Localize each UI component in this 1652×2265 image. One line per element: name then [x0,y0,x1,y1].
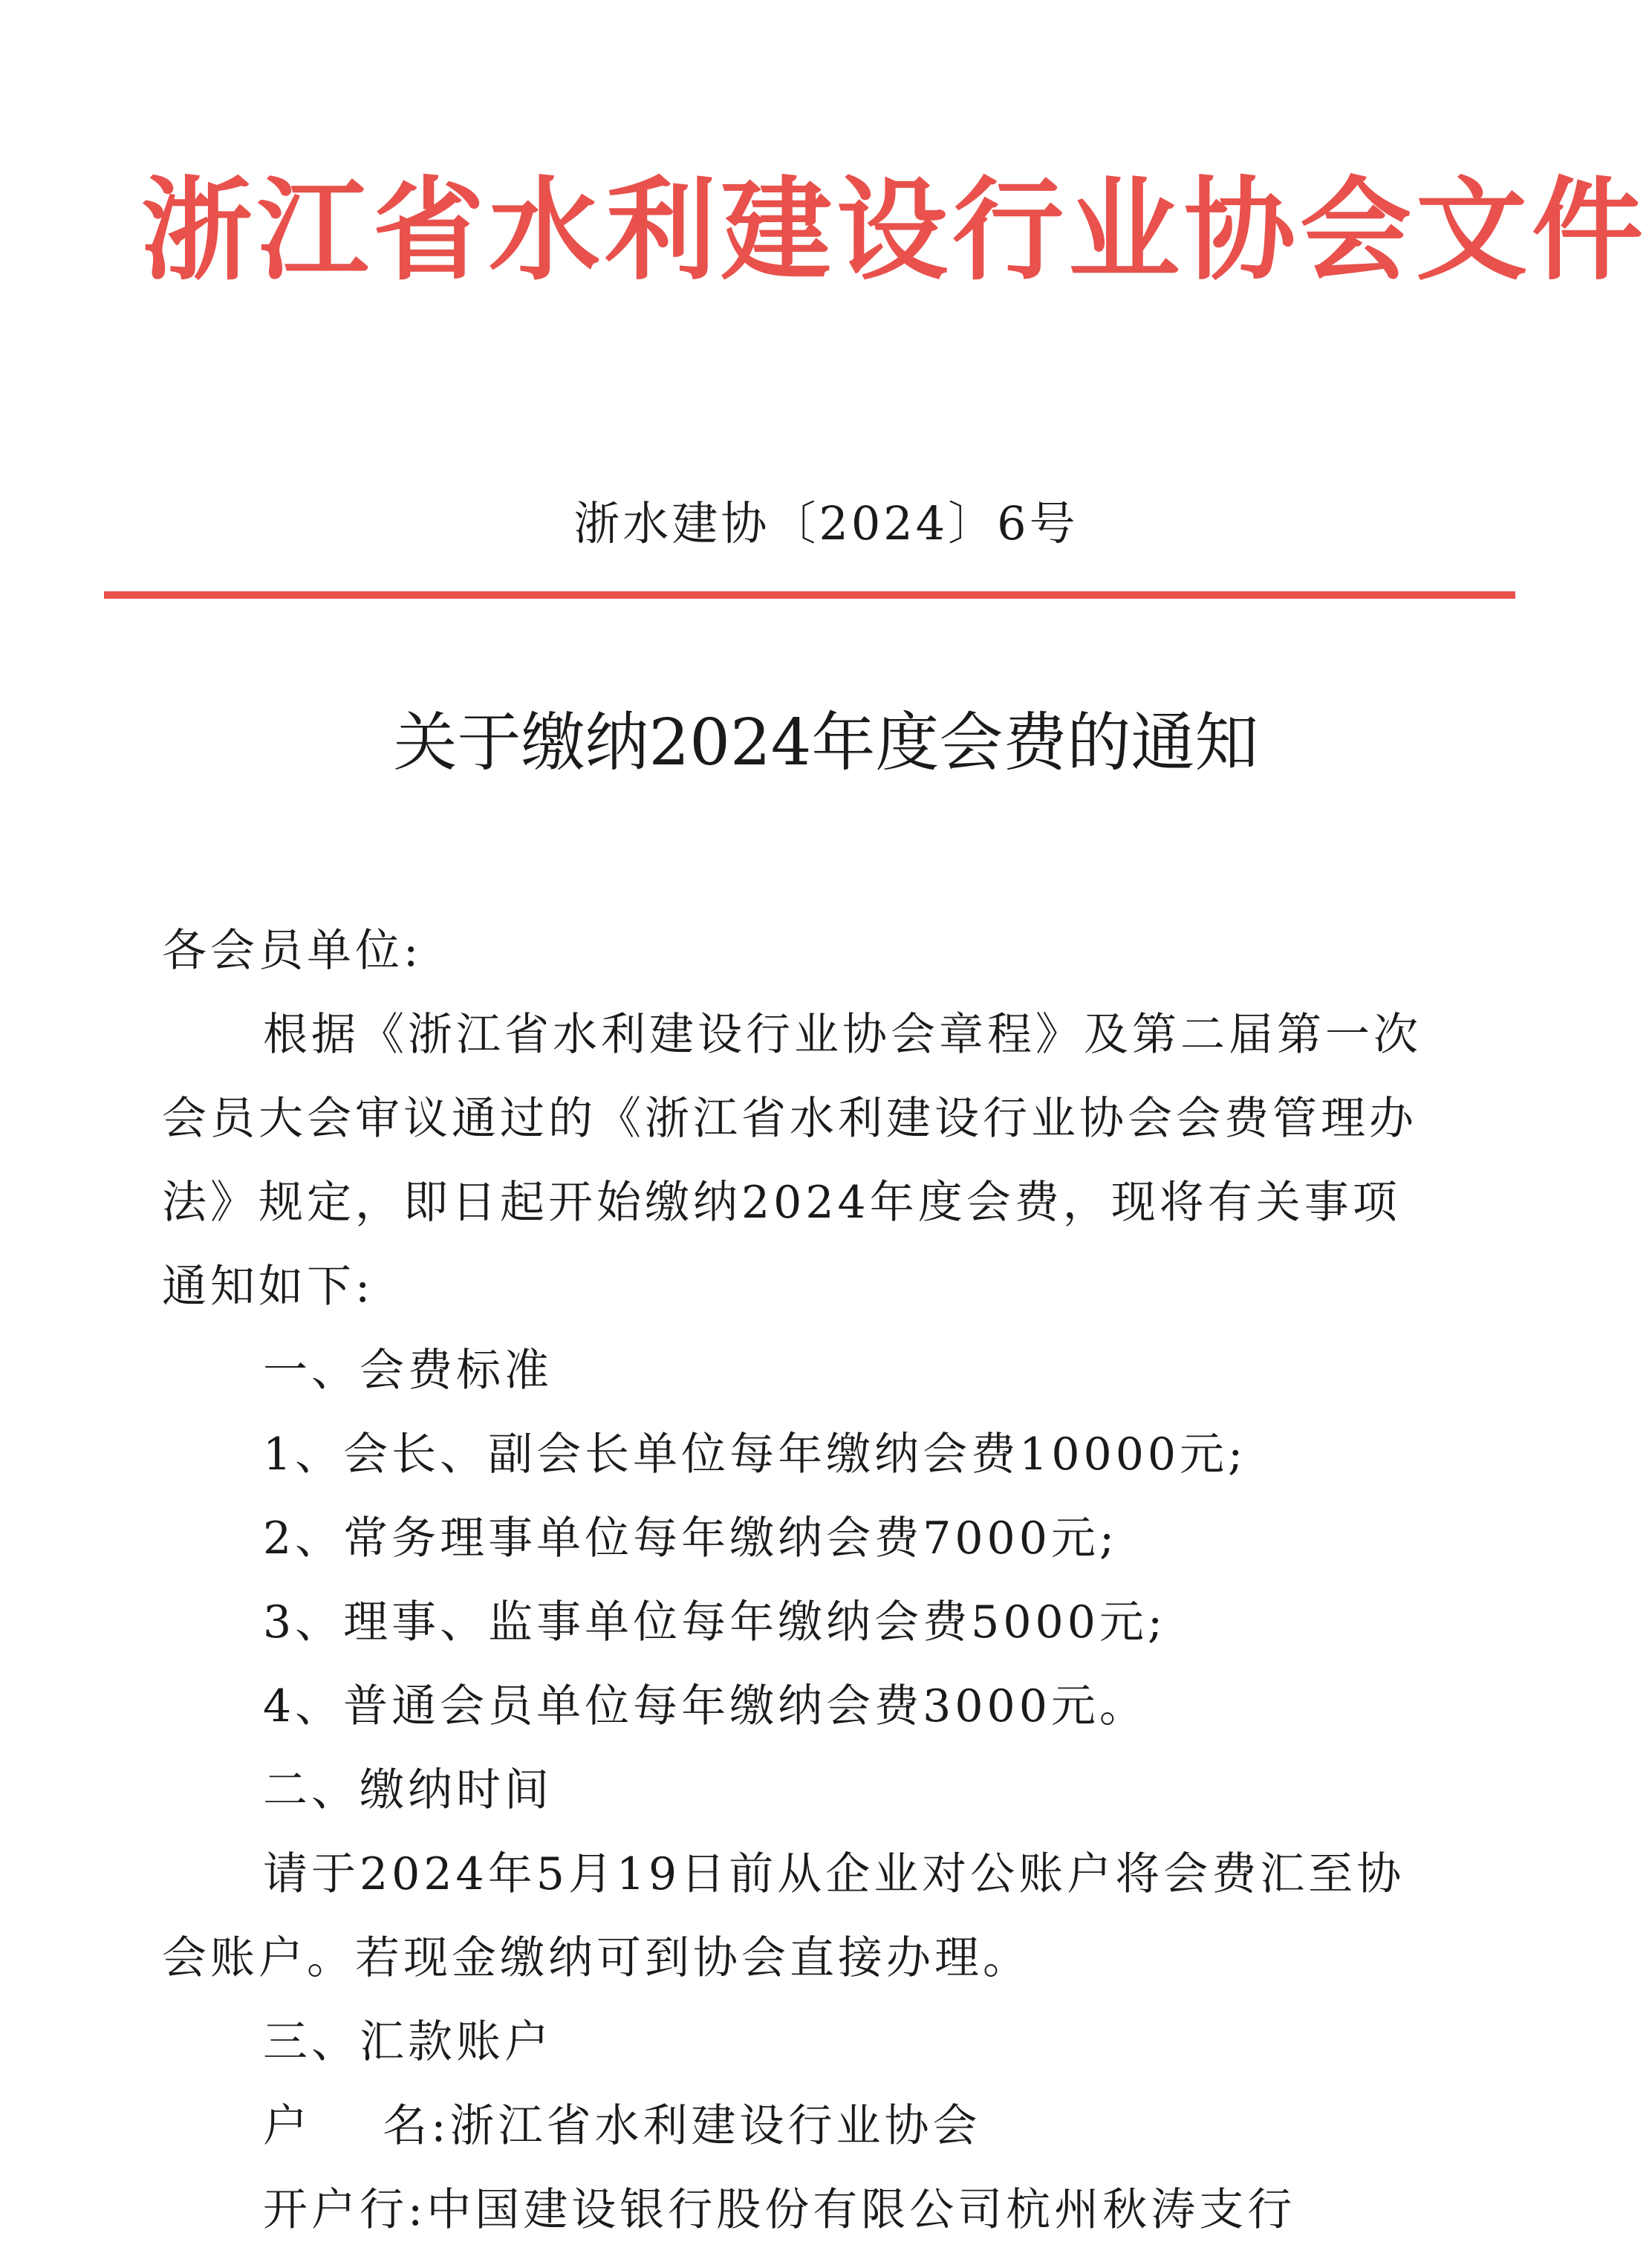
paragraph-1-line-4: 通知如下: [162,1261,374,1313]
fee-item: 3、理事、监事单位每年缴纳会费5000元; [263,1596,1167,1648]
paragraph-1-line-3: 法》规定，即日起开始缴纳2024年度会费，现将有关事项 [162,1177,1401,1229]
fee-item: 2、常务理事单位每年缴纳会费7000元; [263,1512,1119,1564]
salutation: 各会员单位: [162,925,423,977]
account-name-value: 浙江省水利建设行业协会 [449,2100,981,2152]
paragraph-1-line-1: 根据《浙江省水利建设行业协会章程》及第二届第一次 [263,1009,1422,1061]
section-3-heading: 三、汇款账户 [263,2016,553,2068]
account-name-label: 户 名: [263,2100,450,2152]
account-name-row [263,2096,981,2156]
account-bank-value: 中国建设银行股份有限公司杭州秋涛支行 [426,2184,1296,2236]
section-1-heading: 一、会费标准 [263,1345,553,1397]
fee-item: 1、会长、副会长单位每年缴纳会费10000元; [263,1429,1247,1481]
fee-item: 4、普通会员单位每年缴纳会费3000元。 [263,1680,1148,1732]
paragraph-2-line-2: 会账户。若现金缴纳可到协会直接办理。 [162,1932,1031,1984]
notice-title: 关于缴纳2024年度会费的通知 [393,706,1259,780]
red-divider-line [104,591,1515,599]
document-number: 浙水建协〔2024〕6号 [573,496,1079,550]
paragraph-1-line-2: 会员大会审议通过的《浙江省水利建设行业协会会费管理办 [162,1093,1417,1145]
paragraph-2-line-1: 请于2024年5月19日前从企业对公账户将会费汇至协 [263,1848,1405,1900]
section-2-heading: 二、缴纳时间 [263,1764,553,1816]
account-bank-label: 开户行: [263,2184,427,2236]
account-bank-row [263,2180,1295,2240]
org-file-header: 浙江省水利建设行业协会文件 [141,165,1648,296]
